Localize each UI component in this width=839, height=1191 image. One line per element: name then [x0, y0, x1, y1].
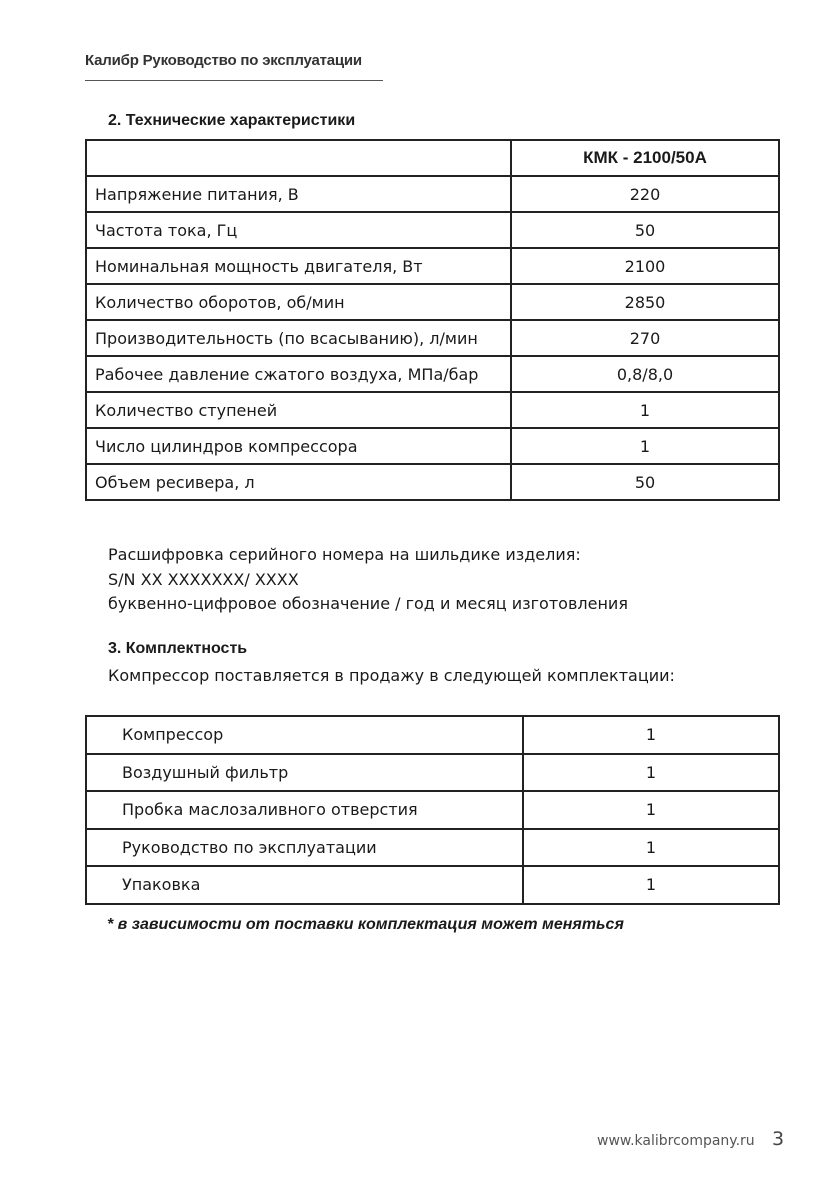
cell-label: Компрессор [86, 716, 523, 754]
cell-label: Число цилиндров компрессора [86, 428, 511, 464]
running-header: Калибр Руководство по эксплуатации [85, 52, 362, 69]
footer-url: www.kalibrcompany.ru [597, 1133, 755, 1149]
cell-label: Напряжение питания, В [86, 176, 511, 212]
cell-label: Частота тока, Гц [86, 212, 511, 248]
cell-value: 1 [523, 716, 779, 754]
cell-label: Количество ступеней [86, 392, 511, 428]
cell-label: Руководство по эксплуатации [86, 829, 523, 867]
cell-label: Объем ресивера, л [86, 464, 511, 500]
table-row [86, 284, 779, 320]
table-row [86, 754, 779, 792]
cell-label: Номинальная мощность двигателя, Вт [86, 248, 511, 284]
cell-value: 50 [511, 464, 779, 500]
table-row [86, 866, 779, 904]
cell-value: 1 [523, 866, 779, 904]
table-row [86, 176, 779, 212]
cell-value: 220 [511, 176, 779, 212]
section-title-kit: 3. Комплектность [108, 640, 248, 657]
kit-intro: Компрессор поставляется в продажу в следующей комплектации: [108, 666, 675, 685]
cell-label: Количество оборотов, об/мин [86, 284, 511, 320]
cell-value: 1 [511, 392, 779, 428]
table-row [86, 428, 779, 464]
table-row [86, 716, 779, 754]
table-row [86, 791, 779, 829]
cell-value: 270 [511, 320, 779, 356]
kit-table [85, 715, 780, 905]
kit-note: * в зависимости от поставки комплектация может меняться [107, 916, 624, 933]
cell-label: Упаковка [86, 866, 523, 904]
cell-label: Рабочее давление сжатого воздуха, МПа/бар [86, 356, 511, 392]
model-header: КМК - 2100/50А [511, 140, 779, 176]
cell-value: 0,8/8,0 [511, 356, 779, 392]
serial-line-3: буквенно-цифровое обозначение / год и месяц изготовления [108, 594, 628, 613]
table-row [86, 248, 779, 284]
table-row [86, 829, 779, 867]
table-row [86, 320, 779, 356]
header-rule [85, 80, 383, 81]
cell-value: 1 [511, 428, 779, 464]
specs-table [85, 139, 780, 501]
serial-line-1: Расшифровка серийного номера на шильдике изделия: [108, 545, 581, 564]
cell-value: 2850 [511, 284, 779, 320]
serial-decoding [108, 543, 628, 617]
cell-value: 1 [523, 754, 779, 792]
cell-value: 1 [523, 829, 779, 867]
cell-label: Воздушный фильтр [86, 754, 523, 792]
cell-value: 2100 [511, 248, 779, 284]
cell-value: 50 [511, 212, 779, 248]
table-header-row [86, 140, 779, 176]
section-title-specs: 2. Технические характеристики [108, 112, 356, 129]
empty-header-cell [86, 140, 511, 176]
table-row [86, 392, 779, 428]
cell-value: 1 [523, 791, 779, 829]
serial-line-2: S/N XX XXXXXXX/ XXXX [108, 569, 299, 589]
table-row [86, 212, 779, 248]
cell-label: Пробка маслозаливного отверстия [86, 791, 523, 829]
table-row [86, 356, 779, 392]
cell-label: Производительность (по всасыванию), л/мин [86, 320, 511, 356]
page-number: 3 [772, 1128, 785, 1150]
table-row [86, 464, 779, 500]
